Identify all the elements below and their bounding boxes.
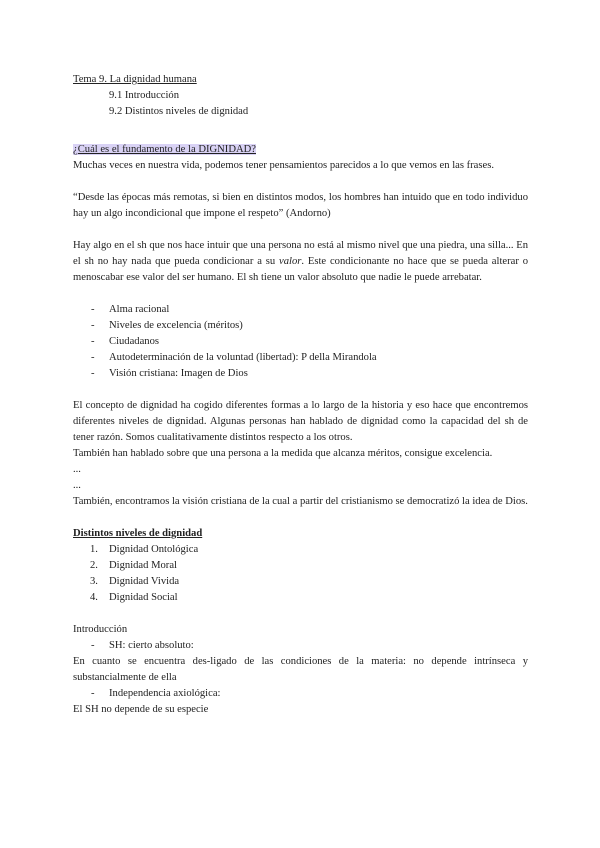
subtopic-2: 9.2 Distintos niveles de dignidad (109, 106, 249, 117)
list-item: 3. Dignidad Vivida (90, 576, 180, 587)
introduccion-list-1 (73, 638, 528, 654)
introduccion-list-2 (73, 686, 528, 702)
document-body (73, 72, 528, 718)
ellipsis-line: ... (73, 480, 81, 491)
list-item: - Alma racional (91, 304, 170, 315)
paragraph-materia: En cuanto se encuentra des-ligado de las condiciones de la materia: no depende intrínseca y substancialmente de ella (73, 656, 528, 683)
paragraph-cristiana: También, encontramos la visión cristiana de la cual a partir del cristianismo se democratizó la idea de Dios. (73, 496, 528, 507)
list-item: - Independencia axiológica: (91, 688, 221, 699)
paragraph-concepto: El concepto de dignidad ha cogido diferentes formas a lo largo de la historia y eso hace que encontremos diferentes niveles de dignidad. Algunas personas han hablado de dignidad como la capacidad del sh de tener razón. Somos cualitativamente distintos respecto a los otros. (73, 400, 528, 443)
list-item: - Ciudadanos (91, 336, 160, 347)
paragraph-especie: El SH no depende de su especie (73, 704, 209, 715)
list-item: - SH: cierto absoluto: (91, 640, 194, 651)
section-title-introduccion: Introducción (73, 624, 128, 635)
list-item: - Autodeterminación de la voluntad (libertad): P della Mirandola (91, 352, 377, 363)
list-item: 2. Dignidad Moral (90, 560, 177, 571)
list-item: 1. Dignidad Ontológica (90, 544, 199, 555)
highlighted-question: ¿Cuál es el fundamento de la DIGNIDAD? (73, 144, 256, 155)
italic-valor: valor (279, 256, 302, 267)
niveles-list (73, 542, 528, 606)
list-item: - Niveles de excelencia (méritos) (91, 320, 243, 331)
quote-paragraph: “Desde las épocas más remotas, si bien en distintos modos, los hombres han intuido que en todo individuo hay un algo incondicional que impone el respeto” (Andorno) (73, 192, 528, 219)
question-line (73, 142, 528, 158)
subtopic-1: 9.1 Introducción (109, 90, 180, 101)
ellipsis-line: ... (73, 464, 81, 475)
fundamentos-list (73, 302, 528, 382)
paragraph-valor: Hay algo en el sh que nos hace intuir que una persona no está al mismo nivel que una piedra, una silla... En el sh no hay nada que pueda condicionar a su valor. Este condicionante no hace que se pueda alterar o menoscabar ese valor del ser humano. El sh tiene un valor absoluto que nadie le puede arrebatar. (73, 240, 528, 283)
topic-title: Tema 9. La dignidad humana (73, 74, 197, 85)
list-item: - Visión cristiana: Imagen de Dios (91, 368, 248, 379)
paragraph-meritos: También han hablado sobre que una persona a la medida que alcanza méritos, consigue excelencia. (73, 448, 493, 459)
intro-paragraph: Muchas veces en nuestra vida, podemos tener pensamientos parecidos a lo que vemos en las frases. (73, 160, 494, 171)
list-item: 4. Dignidad Social (90, 592, 178, 603)
section-title-niveles: Distintos niveles de dignidad (73, 528, 203, 539)
